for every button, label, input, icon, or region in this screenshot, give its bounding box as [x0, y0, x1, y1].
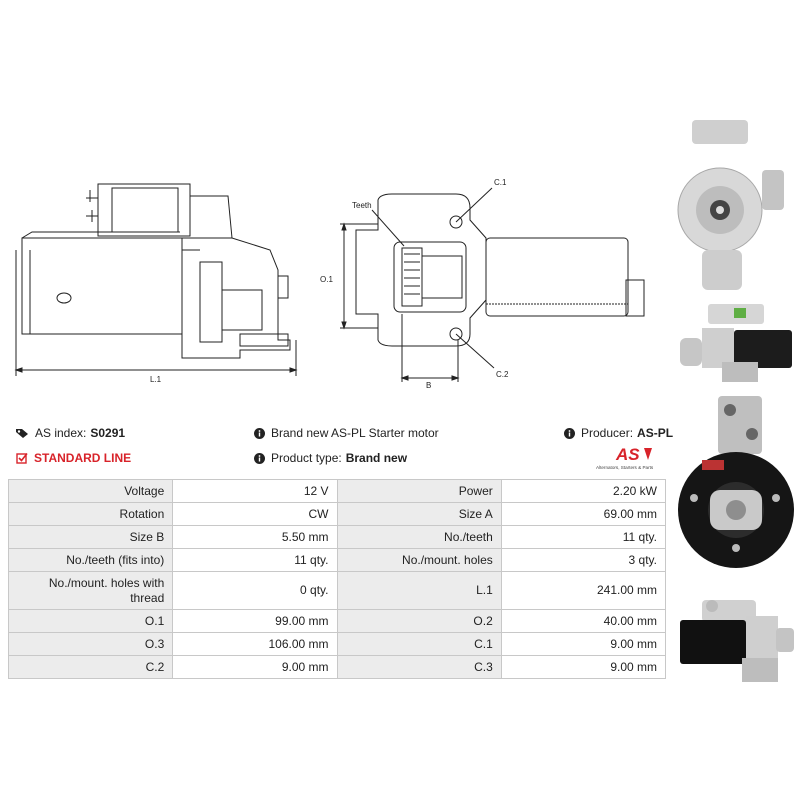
info-icon: [254, 453, 265, 464]
spec-row: [9, 503, 666, 526]
product-info: [14, 424, 674, 474]
spec-row: [9, 572, 666, 610]
spec-row: [9, 480, 666, 503]
spec-row: [9, 656, 666, 679]
product-photos: [672, 100, 800, 700]
spec-key: C.2: [9, 656, 173, 679]
c2-label: C.2: [496, 370, 509, 379]
spec-key: Power: [337, 480, 501, 503]
spec-key: No./teeth (fits into): [9, 549, 173, 572]
spec-key: O.3: [9, 633, 173, 656]
o1-label: O.1: [320, 275, 333, 284]
product-type-row: [254, 451, 407, 465]
spec-key: Size B: [9, 526, 173, 549]
teeth-label: Teeth: [352, 201, 372, 210]
spec-value: 9.00 mm: [173, 656, 337, 679]
l1-label: L.1: [150, 375, 162, 384]
standard-line-row: [16, 451, 131, 465]
spec-value: 11 qty.: [173, 549, 337, 572]
motor-body-outline: [22, 238, 182, 334]
product-type-value: Brand new: [345, 451, 408, 465]
checkbox-check-icon: [16, 452, 28, 464]
spec-value: CW: [173, 503, 337, 526]
spec-value: 12 V: [173, 480, 337, 503]
description-text: Brand new AS-PL Starter motor: [271, 426, 439, 440]
producer-row: [564, 426, 673, 440]
as-index-row: [16, 426, 125, 440]
spec-key: Voltage: [9, 480, 173, 503]
spec-value: 0 qty.: [173, 572, 337, 610]
spec-value: 2.20 kW: [501, 480, 665, 503]
spec-row: [9, 633, 666, 656]
photo-side-view-2: [680, 600, 794, 682]
as-logo: [594, 444, 666, 472]
description-row: [254, 426, 439, 440]
spec-key: O.2: [337, 610, 501, 633]
spec-value: 9.00 mm: [501, 656, 665, 679]
producer-label: Producer:: [581, 426, 634, 440]
spec-row: [9, 610, 666, 633]
spec-value: 69.00 mm: [501, 503, 665, 526]
mount-hole-outline: [57, 293, 71, 303]
spec-key: No./mount. holes with thread: [9, 572, 173, 610]
as-index-label: AS index:: [35, 426, 87, 440]
b-label: B: [426, 381, 432, 390]
spec-key: O.1: [9, 610, 173, 633]
c1-label: C.1: [494, 178, 507, 187]
spec-value: 241.00 mm: [501, 572, 665, 610]
svg-text:AS: AS: [616, 445, 640, 464]
spec-value: 40.00 mm: [501, 610, 665, 633]
spec-value: 5.50 mm: [173, 526, 337, 549]
spec-key: C.1: [337, 633, 501, 656]
photo-stack: [672, 100, 800, 700]
photo-side-view: [680, 304, 792, 382]
technical-drawing: [0, 150, 680, 400]
spec-row: [9, 549, 666, 572]
tag-icon: [16, 428, 29, 439]
starter-drawing-svg: [0, 150, 680, 400]
info-icon: [564, 428, 575, 439]
photo-front-view: [678, 120, 784, 290]
as-logo-mark: [594, 444, 666, 472]
product-type-label: Product type:: [271, 451, 342, 465]
spec-row: [9, 526, 666, 549]
photo-rear-view: [678, 396, 794, 568]
as-index-value: S0291: [90, 426, 126, 440]
spec-key: L.1: [337, 572, 501, 610]
spec-value: 106.00 mm: [173, 633, 337, 656]
spec-key: No./teeth: [337, 526, 501, 549]
spec-key: Size A: [337, 503, 501, 526]
spec-value: 3 qty.: [501, 549, 665, 572]
spec-value: 11 qty.: [501, 526, 665, 549]
spec-key: Rotation: [9, 503, 173, 526]
standard-line-label: STANDARD LINE: [34, 451, 132, 465]
spec-key: C.3: [337, 656, 501, 679]
svg-text:Alternators, Starters & Parts: Alternators, Starters & Parts: [596, 465, 654, 470]
producer-value: AS-PL: [637, 426, 674, 440]
spec-value: 99.00 mm: [173, 610, 337, 633]
spec-value: 9.00 mm: [501, 633, 665, 656]
specs-table: [8, 479, 666, 679]
spec-key: No./mount. holes: [337, 549, 501, 572]
info-icon: [254, 428, 265, 439]
